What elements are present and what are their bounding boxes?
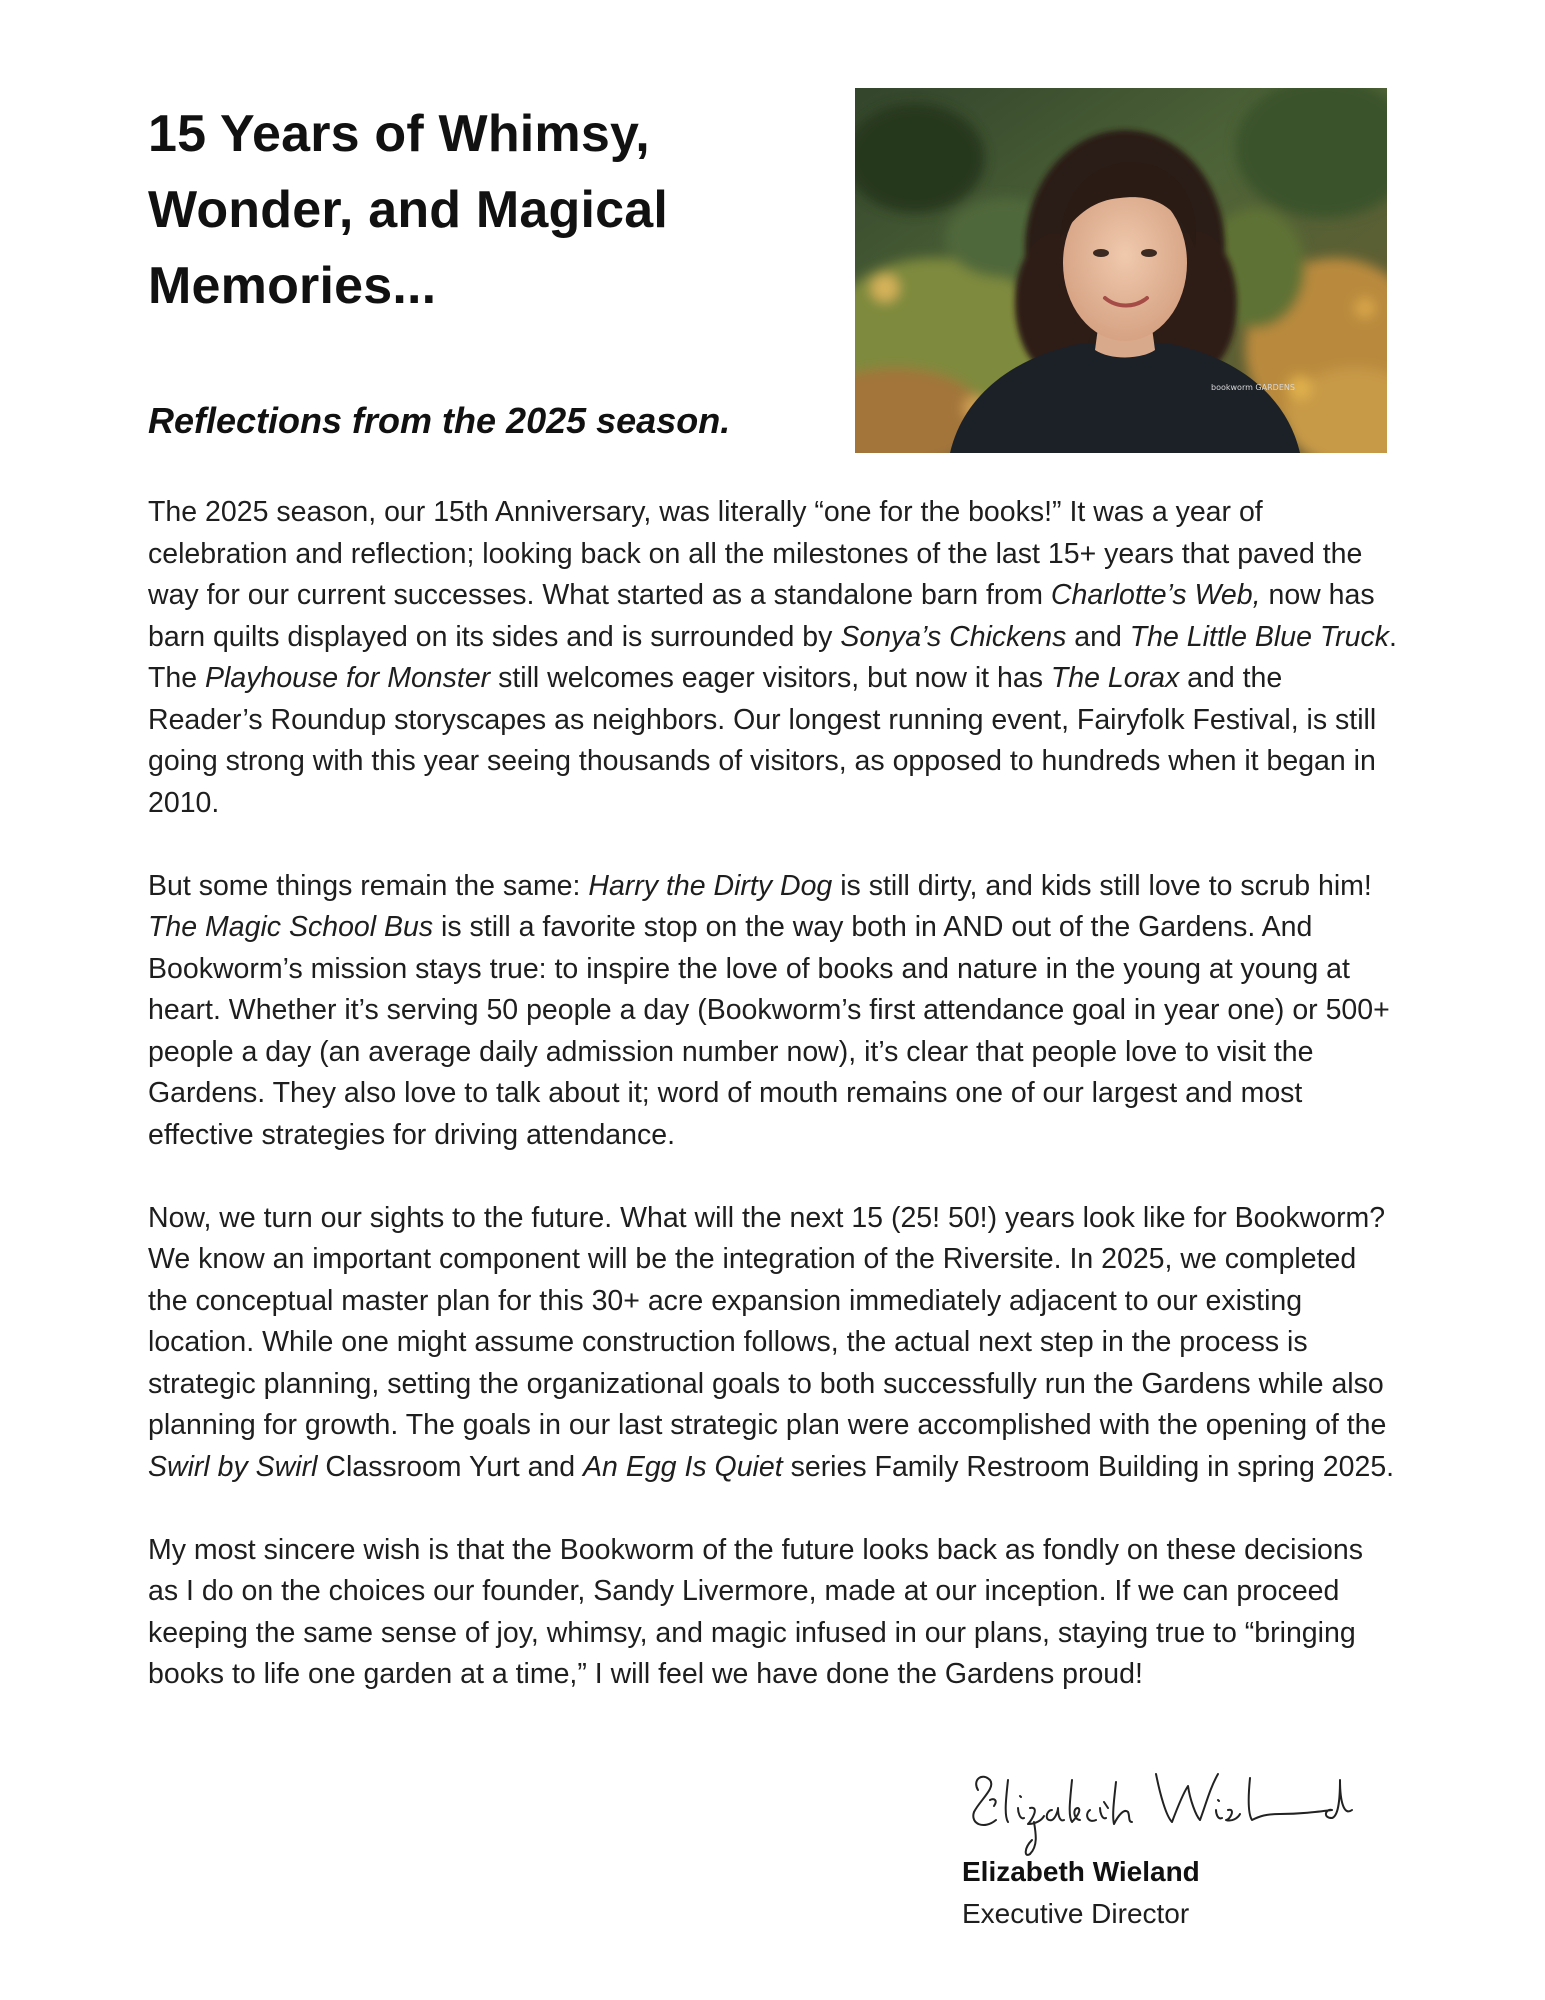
- text-run: Classroom Yurt and: [317, 1450, 584, 1483]
- signer-name: Elizabeth Wieland: [962, 1856, 1200, 1887]
- title-line-3: Memories...: [148, 257, 437, 315]
- text-run: Now, we turn our sights to the future. What will the next 15 (25! 50!) years look like for Bookworm? We know an important component will be the integration of the Riversite. In 2025, we completed the conceptual master plan for this 30+ acre expansion immediately adjacent to our existing location. While one might assume construction follows, the actual next step in the process is strategic planning, setting the organizational goals to both successfully run the Gardens while also planning for growth. The goals in our last strategic plan were accomplished with the opening of the: [148, 1201, 1387, 1441]
- shirt-logo-text: bookworm GARDENS: [1211, 383, 1295, 392]
- page-subtitle: Reflections from the 2025 season.: [148, 400, 731, 441]
- title-line-1: 15 Years of Whimsy,: [148, 105, 650, 163]
- text-run: . The: [148, 620, 1397, 694]
- portrait-photo-icon: [855, 88, 1387, 453]
- text-run: series Family Restroom Building in spring 2025.: [782, 1450, 1395, 1483]
- book-title: Harry the Dirty Dog: [588, 869, 833, 902]
- signer-role: Executive Director: [962, 1898, 1190, 1929]
- book-title: Sonya’s Chickens: [840, 620, 1067, 653]
- paragraph-2: [148, 866, 1398, 1157]
- title-line-2: Wonder, and Magical: [148, 181, 669, 239]
- book-title: The Little Blue Truck: [1129, 620, 1389, 653]
- paragraph-1: [148, 492, 1398, 824]
- text-run: now has barn quilts displayed on its sides and is surrounded by: [148, 579, 1375, 653]
- text-run: The 2025 season, our 15th Anniversary, was literally “one for the books!” It was a year of celebration and reflection; looking back on all the milestones of the last 15+ years that paved the way for our current successes. What started as a standalone barn from: [148, 496, 1363, 611]
- text-run: My most sincere wish is that the Bookworm of the future looks back as fondly on these decisions as I do on the choices our founder, Sandy Livermore, made at our inception. If we can proceed keeping the same sense of joy, whimsy, and magic infused in our plans, staying true to “bringing books to life one garden at a time,” I will feel we have done the Gardens proud!: [148, 1533, 1363, 1690]
- book-title: Playhouse for Monster: [205, 662, 491, 694]
- text-run: But some things remain the same:: [148, 869, 589, 902]
- page-title: [148, 96, 788, 324]
- text-run: is still a favorite stop on the way both in AND out of the Gardens. And Bookworm’s mission stays true: to inspire the love of books and nature in the young at young at heart. Whether it’s serving 50 people a day (Bookworm’s first attendance goal in year one) or 500+ people a day (an average daily admission number now), it’s clear that people love to visit the Gardens. They also love to talk about it; word of mouth remains one of our largest and most effective strategies for driving attendance.: [148, 911, 1390, 1151]
- text-run: still welcomes eager visitors, but now it has: [490, 662, 1051, 694]
- text-run: and the Reader’s Roundup storyscapes as neighbors. Our longest running event, Fairyfolk Festival, is still going strong with this year seeing thousands of visitors, as opposed to hundreds when it began in 2010.: [148, 662, 1377, 819]
- portrait-photo: [855, 88, 1387, 453]
- paragraph-4: [148, 1530, 1398, 1696]
- book-title: The Magic School Bus: [148, 911, 434, 943]
- text-run: is still dirty, and kids still love to scrub him!: [832, 869, 1372, 902]
- paragraph-3: [148, 1198, 1398, 1489]
- book-title: An Egg Is Quiet: [583, 1450, 783, 1483]
- book-title: Swirl by Swirl: [148, 1450, 318, 1483]
- book-title: Charlotte’s Web,: [1050, 579, 1261, 611]
- book-title: The Lorax: [1050, 662, 1180, 694]
- text-run: and: [1066, 620, 1130, 653]
- letter-body: [148, 492, 1398, 1737]
